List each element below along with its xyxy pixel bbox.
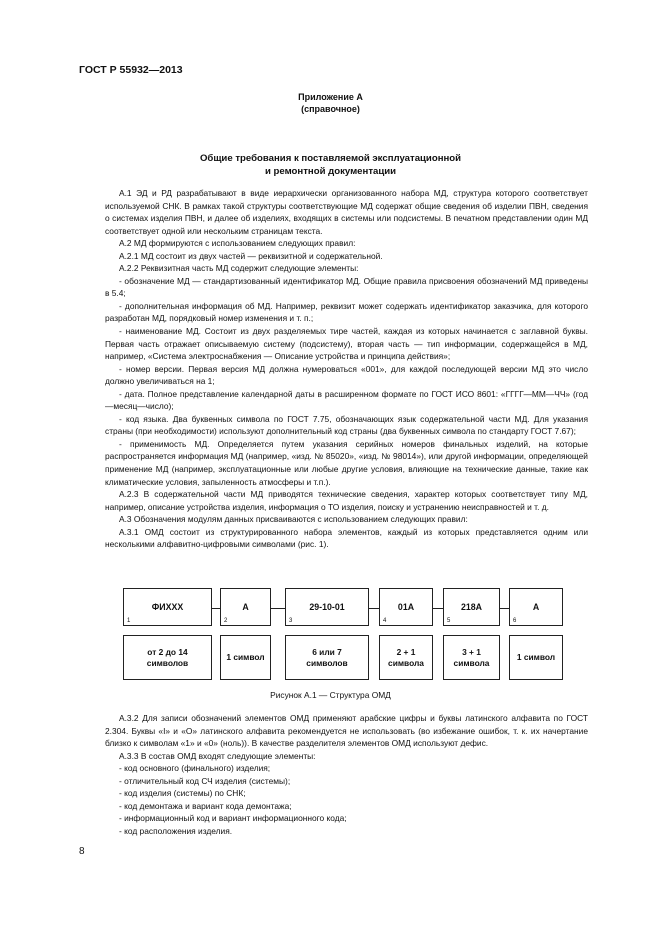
code-index: 6: [513, 618, 517, 624]
code-box-4: [379, 588, 433, 626]
list-item: - информационный код и вариант информационного кода;: [119, 813, 347, 824]
list-item: - код расположения изделия.: [119, 825, 233, 836]
code-box-1: [123, 588, 212, 626]
code-index: 3: [289, 618, 293, 624]
list-item: - код демонтажа и вариант кода демонтажа;: [119, 800, 292, 811]
code-index: 1: [127, 618, 131, 624]
length-box-3: 6 или 7 символов: [285, 635, 369, 680]
connector-line: [369, 608, 379, 609]
code-index: 2: [224, 618, 228, 624]
code-value: А: [532, 602, 540, 612]
code-value: 29-10-01: [309, 602, 345, 612]
figure-caption: Рисунок А.1 — Структура ОМД: [270, 690, 391, 700]
appendix-title: Приложение А: [298, 92, 363, 102]
section-title-line: и ремонтной документации: [264, 165, 397, 177]
list-item: - код изделия (системы) по СНК;: [119, 788, 246, 799]
length-box-5: 3 + 1 символа: [443, 635, 500, 680]
paragraph: А.3.1 ОМД состоит из структурированного набора элементов, каждый из которых представляется одним или несколькими алфавитно-цифровыми символами (рис. 1).: [105, 526, 588, 550]
paragraph: А.2.2 Реквизитная часть МД содержит следующие элементы:: [119, 263, 359, 274]
connector-line: [212, 608, 220, 609]
appendix-note: (справочное): [301, 103, 360, 114]
code-box-3: [285, 588, 369, 626]
code-box-2: [220, 588, 271, 626]
document-header: ГОСТ Р 55932—2013: [79, 64, 183, 76]
code-value: А: [242, 602, 249, 612]
list-item: - применимость МД. Определяется путем указания серийных номеров финальных изделий, на которые распространяется информация МД (например, «изд. № 85020», «изд. № 98014»), или другой информации, определяющей применение МД (например, эксплуатационные или любые другие условия, влияющие на технические данные, такие как климатические условия, запыленность атмосферы и т.п.).: [105, 438, 588, 487]
code-box-6: [509, 588, 563, 626]
code-index: 5: [447, 618, 451, 624]
code-value: 218А: [460, 602, 483, 612]
list-item: - код основного (финального) изделия;: [119, 763, 271, 774]
length-box-4: 2 + 1 символа: [379, 635, 433, 680]
code-box-5: [443, 588, 500, 626]
paragraph: А.2.3 В содержательной части МД приводятся технические сведения, характер которых соответствует типу МД, например, описание устройства изделия, информация о ТО изделия, поиску и устранению неисправностей и т. д.: [105, 489, 588, 512]
code-value: 01А: [397, 602, 415, 612]
list-item: - код языка. Два буквенных символа по ГОСТ 7.75, обозначающих язык содержательной части МД. Для указания страны (при необходимости) используют дополнительный код страны (два буквенных символа по стандарту ГОСТ 7.67);: [105, 413, 588, 437]
section-title: [0, 153, 661, 178]
code-value: ФИХХХ: [151, 602, 184, 612]
code-index: 4: [383, 618, 387, 624]
appendix-heading: [0, 92, 661, 115]
section-title-line: Общие требования к поставляемой эксплуатационной: [199, 153, 462, 164]
connector-line: [433, 608, 443, 609]
paragraph: А.2 МД формируются с использованием следующих правил:: [119, 238, 356, 249]
list-item: - дата. Полное представление календарной даты в расширенном формате по ГОСТ ИСО 8601: «ГГГГ—ММ—ЧЧ» (год—месяц—число);: [105, 388, 588, 412]
connector-line: [500, 608, 509, 609]
length-box-1: от 2 до 14 символов: [123, 635, 212, 680]
paragraph: А.3.3 В состав ОМД входят следующие элементы:: [119, 750, 316, 761]
body-text-bottom: [105, 712, 588, 837]
paragraph: А.3 Обозначения модулям данных присваиваются с использованием следующих правил:: [119, 514, 468, 525]
paragraph: А.3.2 Для записи обозначений элементов ОМД применяют арабские цифры и буквы латинского алфавита по ГОСТ 2.304. Буквы «I» и «O» латинского алфавита рекомендуется не использовать (во избежание ошибок, т. к. их начертание близко к символам «1» и «0» (ноль)). В качестве разделителя элементов ОМД используют дефис.: [105, 713, 588, 749]
list-item: - номер версии. Первая версия МД должна нумероваться «001», для каждой последующей версии МД это число должно увеличиваться на 1;: [105, 363, 588, 387]
list-item: - обозначение МД — стандартизованный идентификатор МД. Общие правила присвоения обозначений МД приведены в 5.4;: [105, 275, 588, 299]
list-item: - наименование МД. Состоит из двух разделяемых тире частей, каждая из которых начинается с заглавной буквы. Первая часть отражает описываемую систему (подсистему), вторая часть — тип информации, содержащейся в МД, например, «Система электроснабжения — Описание устройства и принципа действия»;: [105, 326, 588, 362]
paragraph: А.1 ЭД и РД разрабатывают в виде иерархически организованного набора МД, структура которого соответствует используемой СНК. В рамках такой структуры соответствующие МД содержат общие сведения об изделии ПВН, сведения о системах изделия ПВН, и далее об изделиях, входящих в системы или подсистемы. В печатном представлении один МД соответствует одной или нескольким страницам текста.: [105, 188, 588, 236]
length-box-6: 1 символ: [509, 635, 563, 680]
length-box-2: 1 символ: [220, 635, 271, 680]
list-item: - отличительный код СЧ изделия (системы);: [119, 775, 291, 786]
page-number: 8: [79, 846, 85, 857]
paragraph: А.2.1 МД состоит из двух частей — реквизитной и содержательной.: [119, 250, 383, 261]
body-text-top: [105, 187, 588, 551]
connector-line: [271, 608, 285, 609]
list-item: - дополнительная информация об МД. Например, реквизит может содержать идентификатор заказчика, для которого разработан МД, порядковый номер изменения и т. п.;: [105, 300, 588, 324]
